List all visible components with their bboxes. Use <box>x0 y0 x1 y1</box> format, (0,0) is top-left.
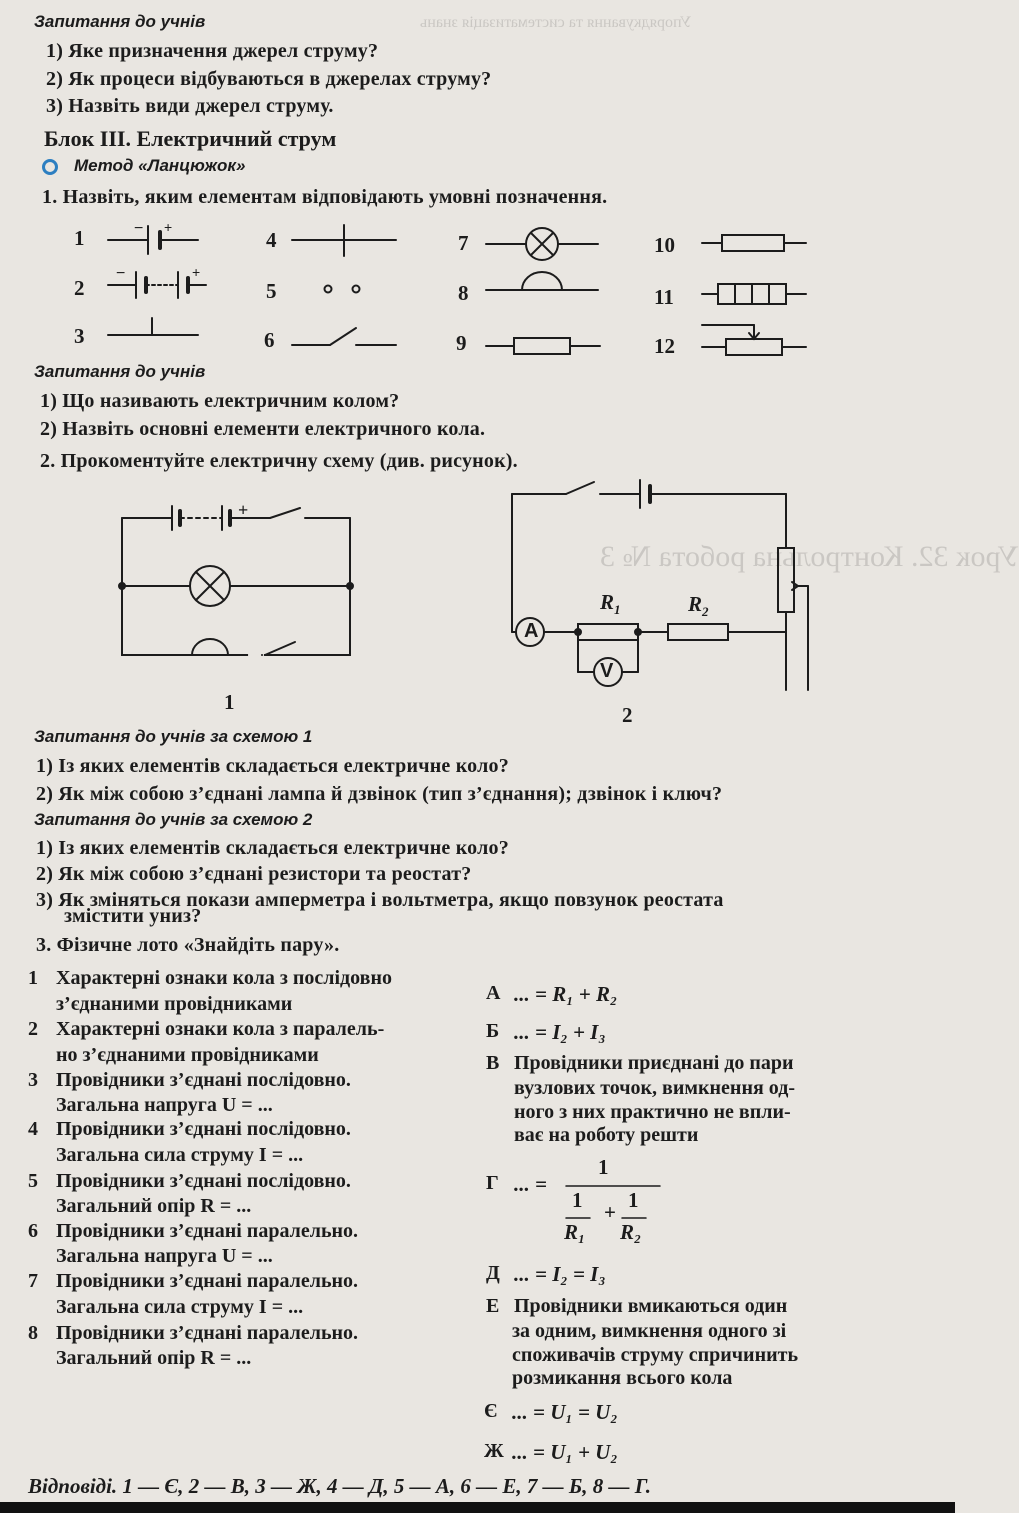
r1-label: $R_1$ <box>600 590 621 618</box>
rheostat-symbol <box>702 325 806 355</box>
bell-symbol <box>486 272 598 290</box>
fraction-numerator: 1 <box>572 1188 583 1212</box>
lotto-line: ного з них практично не впли- <box>514 1101 791 1123</box>
lotto-line: Характерні ознаки кола з паралель- <box>56 1018 385 1040</box>
question-item: 2) Як процеси відбуваються в джерелах струму? <box>46 68 492 90</box>
lotto-line: з’єднаними провідниками <box>56 993 293 1015</box>
junction-symbol <box>108 318 198 335</box>
lotto-line: Провідники з’єднані паралельно. <box>56 1322 359 1344</box>
question-item: 2) Як між собою з’єднані резистори та реостат? <box>36 863 472 885</box>
wire-connection-symbol <box>292 225 396 256</box>
section-heading: Запитання до учнів за схемою 2 <box>34 810 313 829</box>
block-title: Блок ІІІ. Електричний струм <box>44 126 337 151</box>
cell-symbol <box>108 219 198 254</box>
fraction-denominator: R₂ <box>620 1220 642 1244</box>
lotto-line: Провідники з’єднані паралельно. <box>56 1220 359 1242</box>
resistor-long-symbol <box>702 235 806 251</box>
lotto-formula: ... = I₂ + I₃ <box>514 1020 606 1044</box>
r2-label: $R_2$ <box>688 592 709 620</box>
lotto-formula: ... = U₁ = U₂ <box>512 1400 618 1424</box>
page-edge <box>0 1502 955 1513</box>
symbol-number: 6 <box>264 328 275 352</box>
answers-line: Відповіді. 1 — Є, 2 — В, 3 — Ж, 4 — Д, 5 — А, 6 — Е, 7 — Б, 8 — Г. <box>28 1474 652 1498</box>
scheme-1-label: 1 <box>224 690 235 714</box>
lotto-line: Провідники з’єднані послідовно. <box>56 1069 351 1091</box>
switch-symbol <box>292 328 396 345</box>
lotto-number: 8 <box>28 1322 38 1344</box>
section-heading: Запитання до учнів <box>34 12 206 31</box>
bleed-through: Урок 32. Контрольна робота № 3 <box>600 540 1019 573</box>
lotto-number: 5 <box>28 1170 38 1192</box>
lotto-letter: Ж <box>484 1440 504 1462</box>
bleed-through: Упорядкування та систематизація знань <box>420 14 692 31</box>
battery-symbol <box>108 264 206 298</box>
question-item: 3) Як зміняться покази амперметра і вольтметра, якщо повзунок реостата <box>36 889 724 911</box>
lotto-line: Загальний опір R = ... <box>56 1347 252 1369</box>
question-item: 2) Назвіть основні елементи електричного кола. <box>40 418 486 440</box>
task-2: 2. Прокоментуйте електричну схему (див. рисунок). <box>40 450 518 472</box>
lotto-line: ває на роботу решти <box>514 1124 699 1146</box>
lotto-line: вузлових точок, вимкнення од- <box>514 1077 795 1099</box>
lotto-letter: Г <box>486 1172 499 1194</box>
lotto-letter: Е <box>486 1295 500 1317</box>
lotto-line: Характерні ознаки кола з послідовно <box>56 967 392 989</box>
symbol-number: 8 <box>458 281 469 305</box>
plus-sign: + <box>604 1200 616 1224</box>
symbol-number: 4 <box>266 228 277 252</box>
symbol-number: 10 <box>654 233 675 257</box>
lotto-line: Провідники вмикаються один <box>514 1295 788 1317</box>
symbol-number: 12 <box>654 334 675 358</box>
svg-text:+: + <box>192 264 201 280</box>
symbol-number: 3 <box>74 324 85 348</box>
svg-text:−: − <box>134 220 144 237</box>
symbol-number: 2 <box>74 276 85 300</box>
question-item: 1) Із яких елементів складається електричне коло? <box>36 837 509 859</box>
lotto-letter: В <box>486 1052 500 1074</box>
lotto-letter: Є <box>484 1400 498 1422</box>
lotto-number: 3 <box>28 1069 38 1091</box>
lotto-number: 4 <box>28 1118 38 1140</box>
plus-sign: + <box>238 500 249 520</box>
method-title: Метод «Ланцюжок» <box>74 156 246 175</box>
lotto-number: 1 <box>28 967 38 989</box>
lotto-line: Провідники з’єднані послідовно. <box>56 1170 351 1192</box>
scheme-1-circuit <box>119 506 353 655</box>
lotto-formula: ... = R₁ + R₂ <box>514 982 618 1006</box>
lotto-line: Загальний опір R = ... <box>56 1195 252 1217</box>
lotto-formula: ... = U₁ + U₂ <box>512 1440 618 1464</box>
lotto-line: Загальна сила струму I = ... <box>56 1296 304 1318</box>
lotto-line: Провідники приєднані до пари <box>514 1052 794 1074</box>
fraction-denominator: R₁ <box>564 1220 586 1244</box>
lotto-number: 6 <box>28 1220 38 1242</box>
lotto-line: Загальна сила струму I = ... <box>56 1144 304 1166</box>
ammeter-letter: A <box>524 620 539 642</box>
voltmeter-letter: V <box>600 660 614 682</box>
fraction-numerator: 1 <box>598 1155 609 1179</box>
symbol-number: 5 <box>266 279 277 303</box>
svg-text:−: − <box>116 265 126 282</box>
lotto-line: Провідники з’єднані паралельно. <box>56 1270 359 1292</box>
section-heading: Запитання до учнів <box>34 362 206 381</box>
question-item: 2) Як між собою з’єднані лампа й дзвінок (тип з’єднання); дзвінок і ключ? <box>36 783 723 805</box>
question-item: 1) Із яких елементів складається електричне коло? <box>36 755 509 777</box>
terminals-symbol <box>325 286 360 293</box>
task-3: 3. Фізичне лото «Знайдіть пару». <box>36 934 340 956</box>
lotto-number: 2 <box>28 1018 38 1040</box>
lotto-line: Загальна напруга U = ... <box>56 1094 273 1116</box>
symbol-number: 9 <box>456 331 467 355</box>
question-item: 3) Назвіть види джерел струму. <box>46 95 334 117</box>
lotto-line: споживачів струму спричинить <box>512 1344 799 1366</box>
section-heading: Запитання до учнів за схемою 1 <box>34 727 313 746</box>
lotto-letter: Д <box>486 1262 500 1284</box>
lotto-line: но з’єднаними провідниками <box>56 1044 319 1066</box>
task-1: 1. Назвіть, яким елементам відповідають умовні позначення. <box>42 186 608 208</box>
symbol-number: 1 <box>74 226 85 250</box>
heater-symbol <box>702 284 806 304</box>
svg-text:+: + <box>164 219 173 235</box>
scheme-2-circuit <box>512 480 808 690</box>
lotto-letter: Б <box>486 1020 500 1042</box>
fraction-numerator: 1 <box>628 1188 639 1212</box>
lotto-line: за одним, вимкнення одного зі <box>512 1320 787 1342</box>
lamp-symbol <box>486 228 598 260</box>
resistor-symbol <box>486 338 600 354</box>
question-item: змістити униз? <box>64 905 202 927</box>
lotto-formula: ... = I₂ = I₃ <box>514 1262 606 1286</box>
lotto-line: Провідники з’єднані послідовно. <box>56 1118 351 1140</box>
lotto-number: 7 <box>28 1270 38 1292</box>
scheme-2-label: 2 <box>622 703 633 727</box>
lotto-formula: ... = <box>514 1172 547 1196</box>
symbol-number: 7 <box>458 231 469 255</box>
lotto-letter: А <box>486 982 501 1004</box>
question-item: 1) Яке призначення джерел струму? <box>46 40 379 62</box>
question-item: 1) Що називають електричним колом? <box>40 390 400 412</box>
symbol-number: 11 <box>654 285 674 309</box>
lotto-line: Загальна напруга U = ... <box>56 1245 273 1267</box>
lotto-line: розмикання всього кола <box>512 1367 733 1389</box>
